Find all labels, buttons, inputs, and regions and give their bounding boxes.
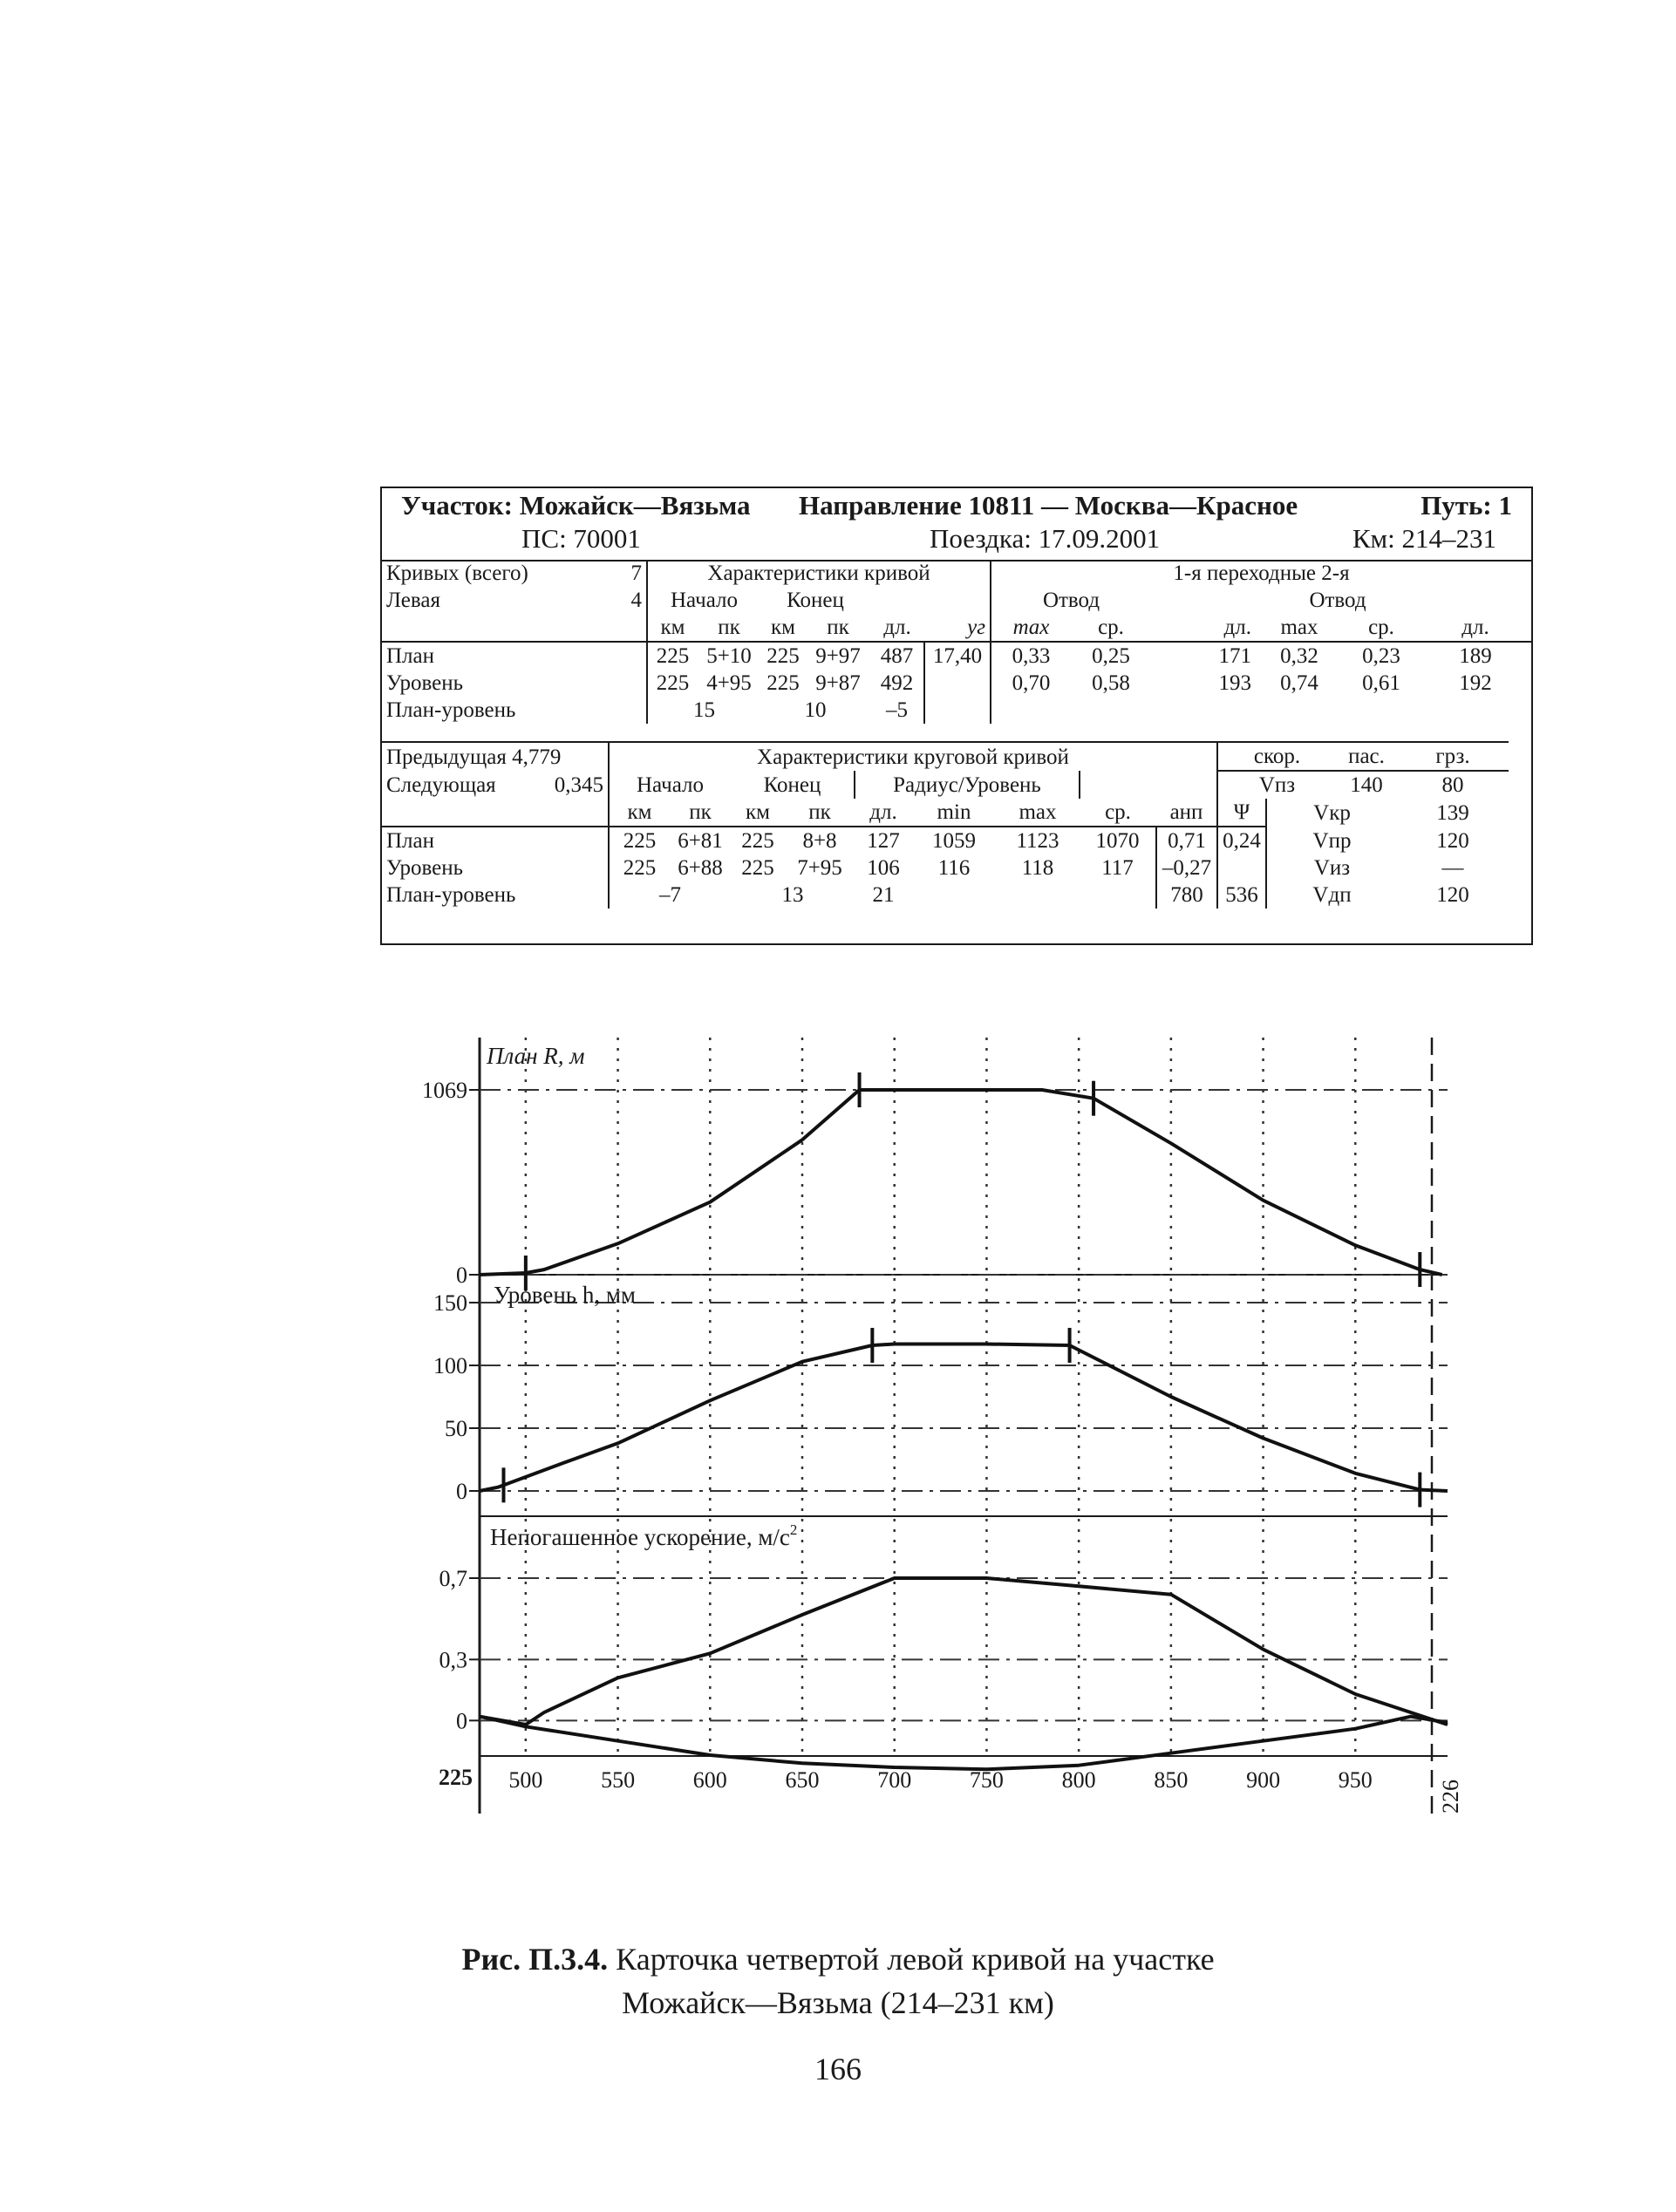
y-tick-label: 0,7 [439, 1566, 467, 1591]
cell: 225 [766, 644, 800, 668]
cell: 487 [870, 642, 924, 670]
col-header: км [760, 614, 806, 642]
cell: 15 [647, 697, 760, 724]
row-label: Уровень [386, 856, 464, 880]
cell: 7+95 [797, 856, 842, 880]
cell: 225 [647, 670, 698, 697]
x-tick-label: 600 [692, 1767, 727, 1793]
cell: 225 [741, 856, 774, 880]
cell: 117 [1101, 856, 1134, 880]
table-row [382, 827, 1531, 854]
figure-caption: Рис. П.3.4. Карточка четвертой левой кривой на участке [461, 1942, 1215, 1977]
cell: 118 [1021, 856, 1054, 880]
speed-name: Vкр [1313, 800, 1351, 825]
cell: 189 [1459, 644, 1492, 668]
y-tick-label: 1069 [422, 1078, 467, 1103]
trip-date: Поездка: 17.09.2001 [930, 523, 1161, 554]
cell: 6+81 [678, 829, 723, 853]
cell: 0,70 [1012, 671, 1051, 695]
acc-title: Непогашенное ускорение, $м/с^2$ [490, 1521, 798, 1550]
cell [924, 670, 991, 697]
cell: 193 [1218, 671, 1251, 695]
cell: –0,27 [1156, 854, 1217, 881]
plan-title: План R, м [487, 1043, 585, 1069]
table-row [382, 881, 1531, 909]
end-header: Конец [787, 589, 844, 612]
grid-lines [469, 1038, 1448, 1814]
cell: 17,40 [924, 642, 991, 670]
speed-pas: 120 [1436, 828, 1469, 853]
transition-title: 1-я переходные 2-я [1173, 562, 1350, 585]
speed-grz [1509, 854, 1531, 881]
cell: 13 [781, 883, 804, 907]
curves-left: Левая 4 [386, 589, 642, 612]
x-tick-label: 650 [785, 1767, 820, 1793]
cell: 225 [741, 829, 774, 853]
row-label: План [386, 829, 435, 853]
y-tick-label: 0,3 [439, 1647, 467, 1673]
cell: 10 [804, 698, 827, 722]
speed-name: Vиз [1313, 856, 1351, 880]
col-header: ср. [1080, 799, 1156, 827]
curve-char-title: Характеристики кривой [647, 560, 991, 587]
speed-pas: 120 [1436, 883, 1469, 907]
col-header: пк [785, 799, 855, 827]
cell: 225 [647, 642, 698, 670]
cell: 0,33 [1012, 644, 1051, 668]
col-header: дл. [1151, 614, 1256, 642]
table-row [382, 854, 1531, 881]
row-label: План [386, 644, 435, 668]
otvod1-header: Отвод [1042, 589, 1100, 612]
col-header: км [647, 614, 698, 642]
col-header: уг [924, 614, 991, 642]
x-tick-label: 900 [1246, 1767, 1281, 1793]
speed-name: Vпз [1258, 773, 1296, 797]
radius-level-header: Радиус/Уровень [855, 771, 1080, 799]
cell [1217, 854, 1266, 881]
km-range: Км: 214–231 [1352, 523, 1496, 554]
speed-grz: 80 [1441, 773, 1464, 797]
cell: 0,58 [1092, 671, 1130, 695]
speed-grz [1509, 799, 1531, 827]
cell: 127 [867, 829, 900, 853]
cell: 106 [867, 856, 900, 880]
col-header: дл. [870, 614, 924, 642]
card-header [382, 488, 1531, 562]
cell: 21 [872, 883, 895, 907]
direction-title: Направление 10811 — Москва—Красное [799, 490, 1298, 521]
y-tick-label: 0 [456, 1263, 467, 1288]
cell: 0,71 [1156, 827, 1217, 854]
circ-char-title: Характеристики круговой кривой [609, 742, 1217, 771]
y-tick-label: 100 [433, 1353, 467, 1378]
cell: 6+88 [678, 856, 723, 880]
speed-pas: — [1441, 856, 1464, 880]
speed-pas: 140 [1350, 773, 1383, 797]
cell: 225 [609, 827, 670, 854]
table-row [382, 642, 1531, 670]
col-header: дл. [855, 799, 912, 827]
cell: 0,32 [1280, 644, 1318, 668]
x-tick-label: 700 [877, 1767, 912, 1793]
col-header: км [731, 799, 785, 827]
speed-name: Vпр [1312, 828, 1352, 853]
cell: 192 [1459, 671, 1492, 695]
col-header: км [609, 799, 670, 827]
x-tick-label: 750 [969, 1767, 1004, 1793]
curve-lines [480, 1072, 1448, 1769]
section-title: Участок: Можайск—Вязьма [401, 490, 751, 521]
col-header: max [991, 614, 1071, 642]
cell: 116 [937, 856, 971, 880]
speed-header: скор. [1217, 742, 1336, 771]
x-tick-label: 550 [601, 1767, 636, 1793]
curve-card [380, 487, 1533, 945]
cell: 0,74 [1280, 671, 1318, 695]
level-title: Уровень h, мм [494, 1282, 637, 1308]
cell: –7 [609, 881, 731, 909]
cell: 5+10 [706, 644, 752, 668]
cell: 1070 [1095, 829, 1140, 853]
cell: –5 [870, 697, 924, 724]
figure-caption-line2: Можайск—Вязьма (214–231 км) [622, 1985, 1054, 2020]
speed-grz [1509, 827, 1531, 854]
cell: 9+87 [815, 671, 861, 695]
cell: 780 [1156, 881, 1217, 909]
start-header: Начало [647, 587, 760, 614]
cell: 0,23 [1362, 644, 1400, 668]
otvod2-header: Отвод [1309, 589, 1366, 612]
pass-header: пас. [1336, 742, 1397, 771]
cell: 1123 [1016, 829, 1059, 853]
km-start-label: 225 [439, 1765, 473, 1790]
col-header: aнп [1156, 799, 1217, 827]
cell: 0,61 [1362, 671, 1400, 695]
curve-characteristics-table [382, 560, 1531, 724]
page-number: 166 [814, 2052, 862, 2086]
data-series-line [480, 1578, 1448, 1725]
table-row [382, 697, 1531, 724]
next-curve: Следующая 0,345 [386, 772, 603, 797]
cell: 9+97 [815, 644, 861, 668]
y-tick-label: 50 [445, 1416, 467, 1441]
table-row [382, 670, 1531, 697]
curve-chart [410, 1029, 1482, 1814]
cell: 8+8 [802, 829, 837, 853]
km-end-label: 226 [1438, 1780, 1463, 1814]
col-header: Ψ [1217, 799, 1266, 827]
col-header: пк [806, 614, 870, 642]
speed-grz [1509, 881, 1531, 909]
col-header: max [996, 799, 1080, 827]
prev-curve: Предыдущая 4,779 [382, 742, 609, 771]
x-tick-label: 850 [1154, 1767, 1189, 1793]
cell: 492 [870, 670, 924, 697]
cell: 171 [1218, 644, 1251, 668]
y-tick-label: 0 [456, 1479, 467, 1504]
speed-name: Vдп [1312, 883, 1352, 907]
row-label: План-уровень [386, 698, 516, 722]
row-label: План-уровень [386, 883, 516, 907]
col-header: ср. [1071, 614, 1151, 642]
data-series-line [480, 1717, 1448, 1770]
col-header: min [912, 799, 996, 827]
curves-total: Кривых (всего) 7 [386, 562, 642, 585]
y-tick-label: 0 [456, 1708, 467, 1734]
x-tick-label: 950 [1338, 1767, 1373, 1793]
track-number: Путь: 1 [1421, 490, 1512, 521]
cell: 225 [609, 854, 670, 881]
speed-pas: 139 [1436, 800, 1469, 825]
cell: 0,25 [1092, 644, 1130, 668]
col-header: max [1256, 614, 1343, 642]
cell: 536 [1217, 881, 1266, 909]
freight-header: грз. [1397, 742, 1509, 771]
start-header: Начало [609, 771, 731, 799]
curve-chart-svg [410, 1029, 1482, 1814]
ps-number: ПС: 70001 [521, 523, 641, 554]
row-label: Уровень [386, 671, 464, 695]
cell: 225 [766, 671, 800, 695]
cell: 4+95 [706, 671, 752, 695]
col-header: пк [698, 614, 760, 642]
circular-curve-table [382, 741, 1531, 909]
data-series-line [480, 1090, 1442, 1275]
col-header: пк [670, 799, 731, 827]
cell: 0,24 [1217, 827, 1266, 854]
y-tick-label: 150 [433, 1290, 467, 1316]
col-header: ср. [1343, 614, 1420, 642]
col-header: дл. [1420, 614, 1531, 642]
end-header: Конец [763, 772, 821, 797]
x-tick-label: 500 [508, 1767, 543, 1793]
cell: 1059 [932, 829, 976, 853]
x-tick-label: 800 [1061, 1767, 1096, 1793]
